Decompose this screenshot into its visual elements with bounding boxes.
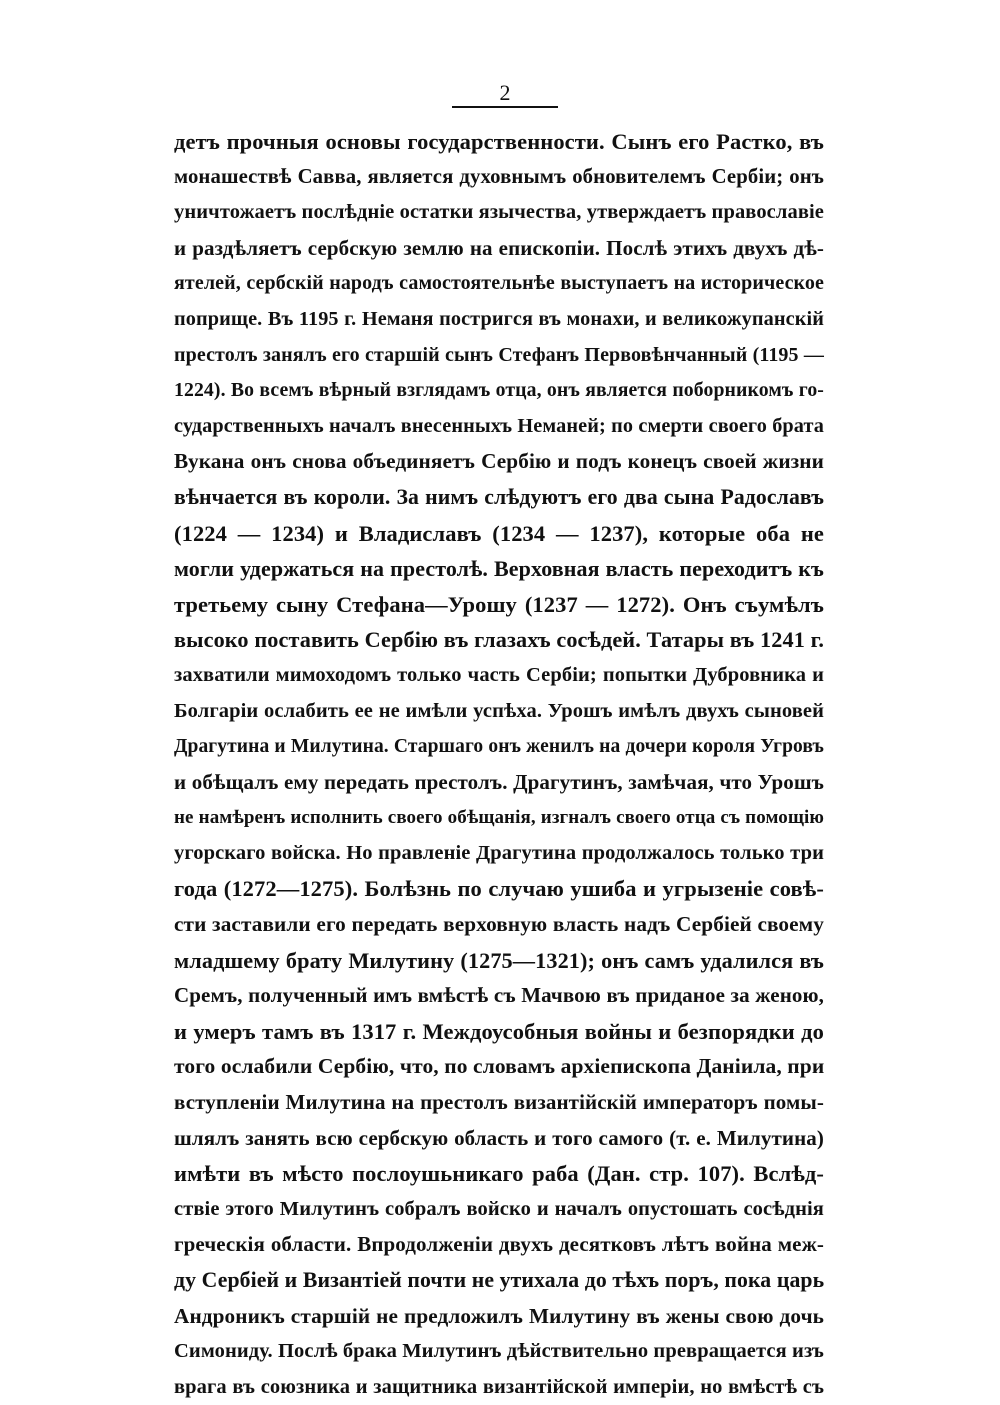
text-line: того ослабили Сербію, что, по словамъ архіепископа Даніила, при	[174, 1054, 825, 1079]
text-line: высоко поставить Сербію въ глазахъ сосѣдей. Татары въ 1241 г.	[174, 627, 824, 653]
text-line: сти заставили его передать верховную власть надъ Сербіей своему	[174, 912, 824, 937]
text-line: Сремъ, полученный имъ вмѣстѣ съ Мачвою въ приданое за женою,	[174, 983, 824, 1008]
text-line: монашествѣ Савва, является духовнымъ обновителемъ Сербіи; онъ	[174, 165, 824, 188]
text-line: Вукана онъ снова объединяетъ Сербію и подъ конецъ своей жизни	[174, 449, 824, 474]
text-line: Драгутина и Милутина. Старшаго онъ женилъ на дочери короля Угровъ	[174, 736, 824, 758]
text-line: ду Сербіей и Византіей почти не утихала до тѣхъ поръ, пока царь	[174, 1268, 825, 1292]
text-line: ятелей, сербскій народъ самостоятельнѣе выступаетъ на историческое	[174, 272, 824, 295]
body-text	[174, 124, 824, 1405]
text-line: ствіе этого Милутинъ собралъ войско и началъ опустошать сосѣднія	[174, 1197, 824, 1220]
text-line: года (1272—1275). Болѣзнь по случаю ушиба и угрызеніе совѣ-	[174, 876, 824, 902]
text-line: третьему сыну Стефана—Урошу (1237 — 1272). Онъ съумѣлъ	[174, 591, 824, 617]
header-rule	[452, 106, 558, 108]
page-number: 2	[499, 80, 511, 105]
text-line: могли удержаться на престолѣ. Верховная власть переходитъ къ	[174, 556, 824, 582]
text-line: 1224). Во всемъ вѣрный взглядамъ отца, онъ является поборникомъ го-	[174, 379, 824, 402]
text-line: вѣнчается въ короли. За нимъ слѣдуютъ его два сына Радославъ	[174, 484, 824, 509]
text-line: шлялъ занять всю сербскую область и того самого (т. е. Милутина)	[174, 1125, 824, 1150]
text-line: Андроникъ старшій не предложилъ Милутину въ жены свою дочь	[174, 1303, 824, 1328]
text-line: греческія области. Впродолженіи двухъ десятковъ лѣтъ война меж-	[174, 1232, 824, 1257]
text-line: поприще. Въ 1195 г. Неманя постригся въ монахи, и великожупанскій	[174, 307, 824, 330]
text-line: престолъ занялъ его старшій сынъ Стефанъ Первовѣнчанный (1195 —	[174, 343, 824, 366]
text-line: Симониду. Послѣ брака Милутинъ дѣйствительно превращается изъ	[174, 1340, 824, 1363]
text-line: и раздѣляетъ сербскую землю на епископіи. Послѣ этихъ двухъ дѣ-	[174, 235, 824, 260]
text-line: и обѣщалъ ему передать престолъ. Драгутинъ, замѣчая, что Урошъ	[174, 769, 824, 794]
text-line: не намѣренъ исполнить своего обѣщанія, изгналъ своего отца съ помощію	[174, 807, 824, 829]
text-line: младшему брату Милутину (1275—1321); онъ самъ удалился въ	[174, 947, 824, 973]
text-line: захватили мимоходомъ только часть Сербіи; попытки Дубровника и	[174, 663, 824, 686]
text-line: Болгаріи ослабить ее не имѣли успѣха. Урошъ имѣлъ двухъ сыновей	[174, 699, 824, 722]
text-line: (1224 — 1234) и Владиславъ (1234 — 1237), которые оба не	[174, 520, 824, 546]
text-line: сударственныхъ началъ внесенныхъ Неманей; по смерти своего брата	[174, 414, 824, 437]
text-line: уничтожаетъ послѣдніе остатки язычества, утверждаетъ православіе	[174, 201, 824, 224]
text-line: и умеръ тамъ въ 1317 г. Междоусобныя войны и безпорядки до	[174, 1018, 824, 1044]
text-line: детъ прочныя основы государственности. Сынъ его Растко, въ	[174, 129, 824, 154]
text-line: вступленіи Милутина на престолъ византійскій императоръ помы-	[174, 1090, 824, 1115]
text-line: угорскаго войска. Но правленіе Драгутина продолжалось только три	[174, 841, 824, 864]
text-line: имѣти въ мѣсто послоушьникаго раба (Дан. стр. 107). Вслѣд-	[174, 1161, 824, 1187]
text-line: врага въ союзника и защитника византійской имперіи, но вмѣстѣ съ	[174, 1375, 824, 1398]
